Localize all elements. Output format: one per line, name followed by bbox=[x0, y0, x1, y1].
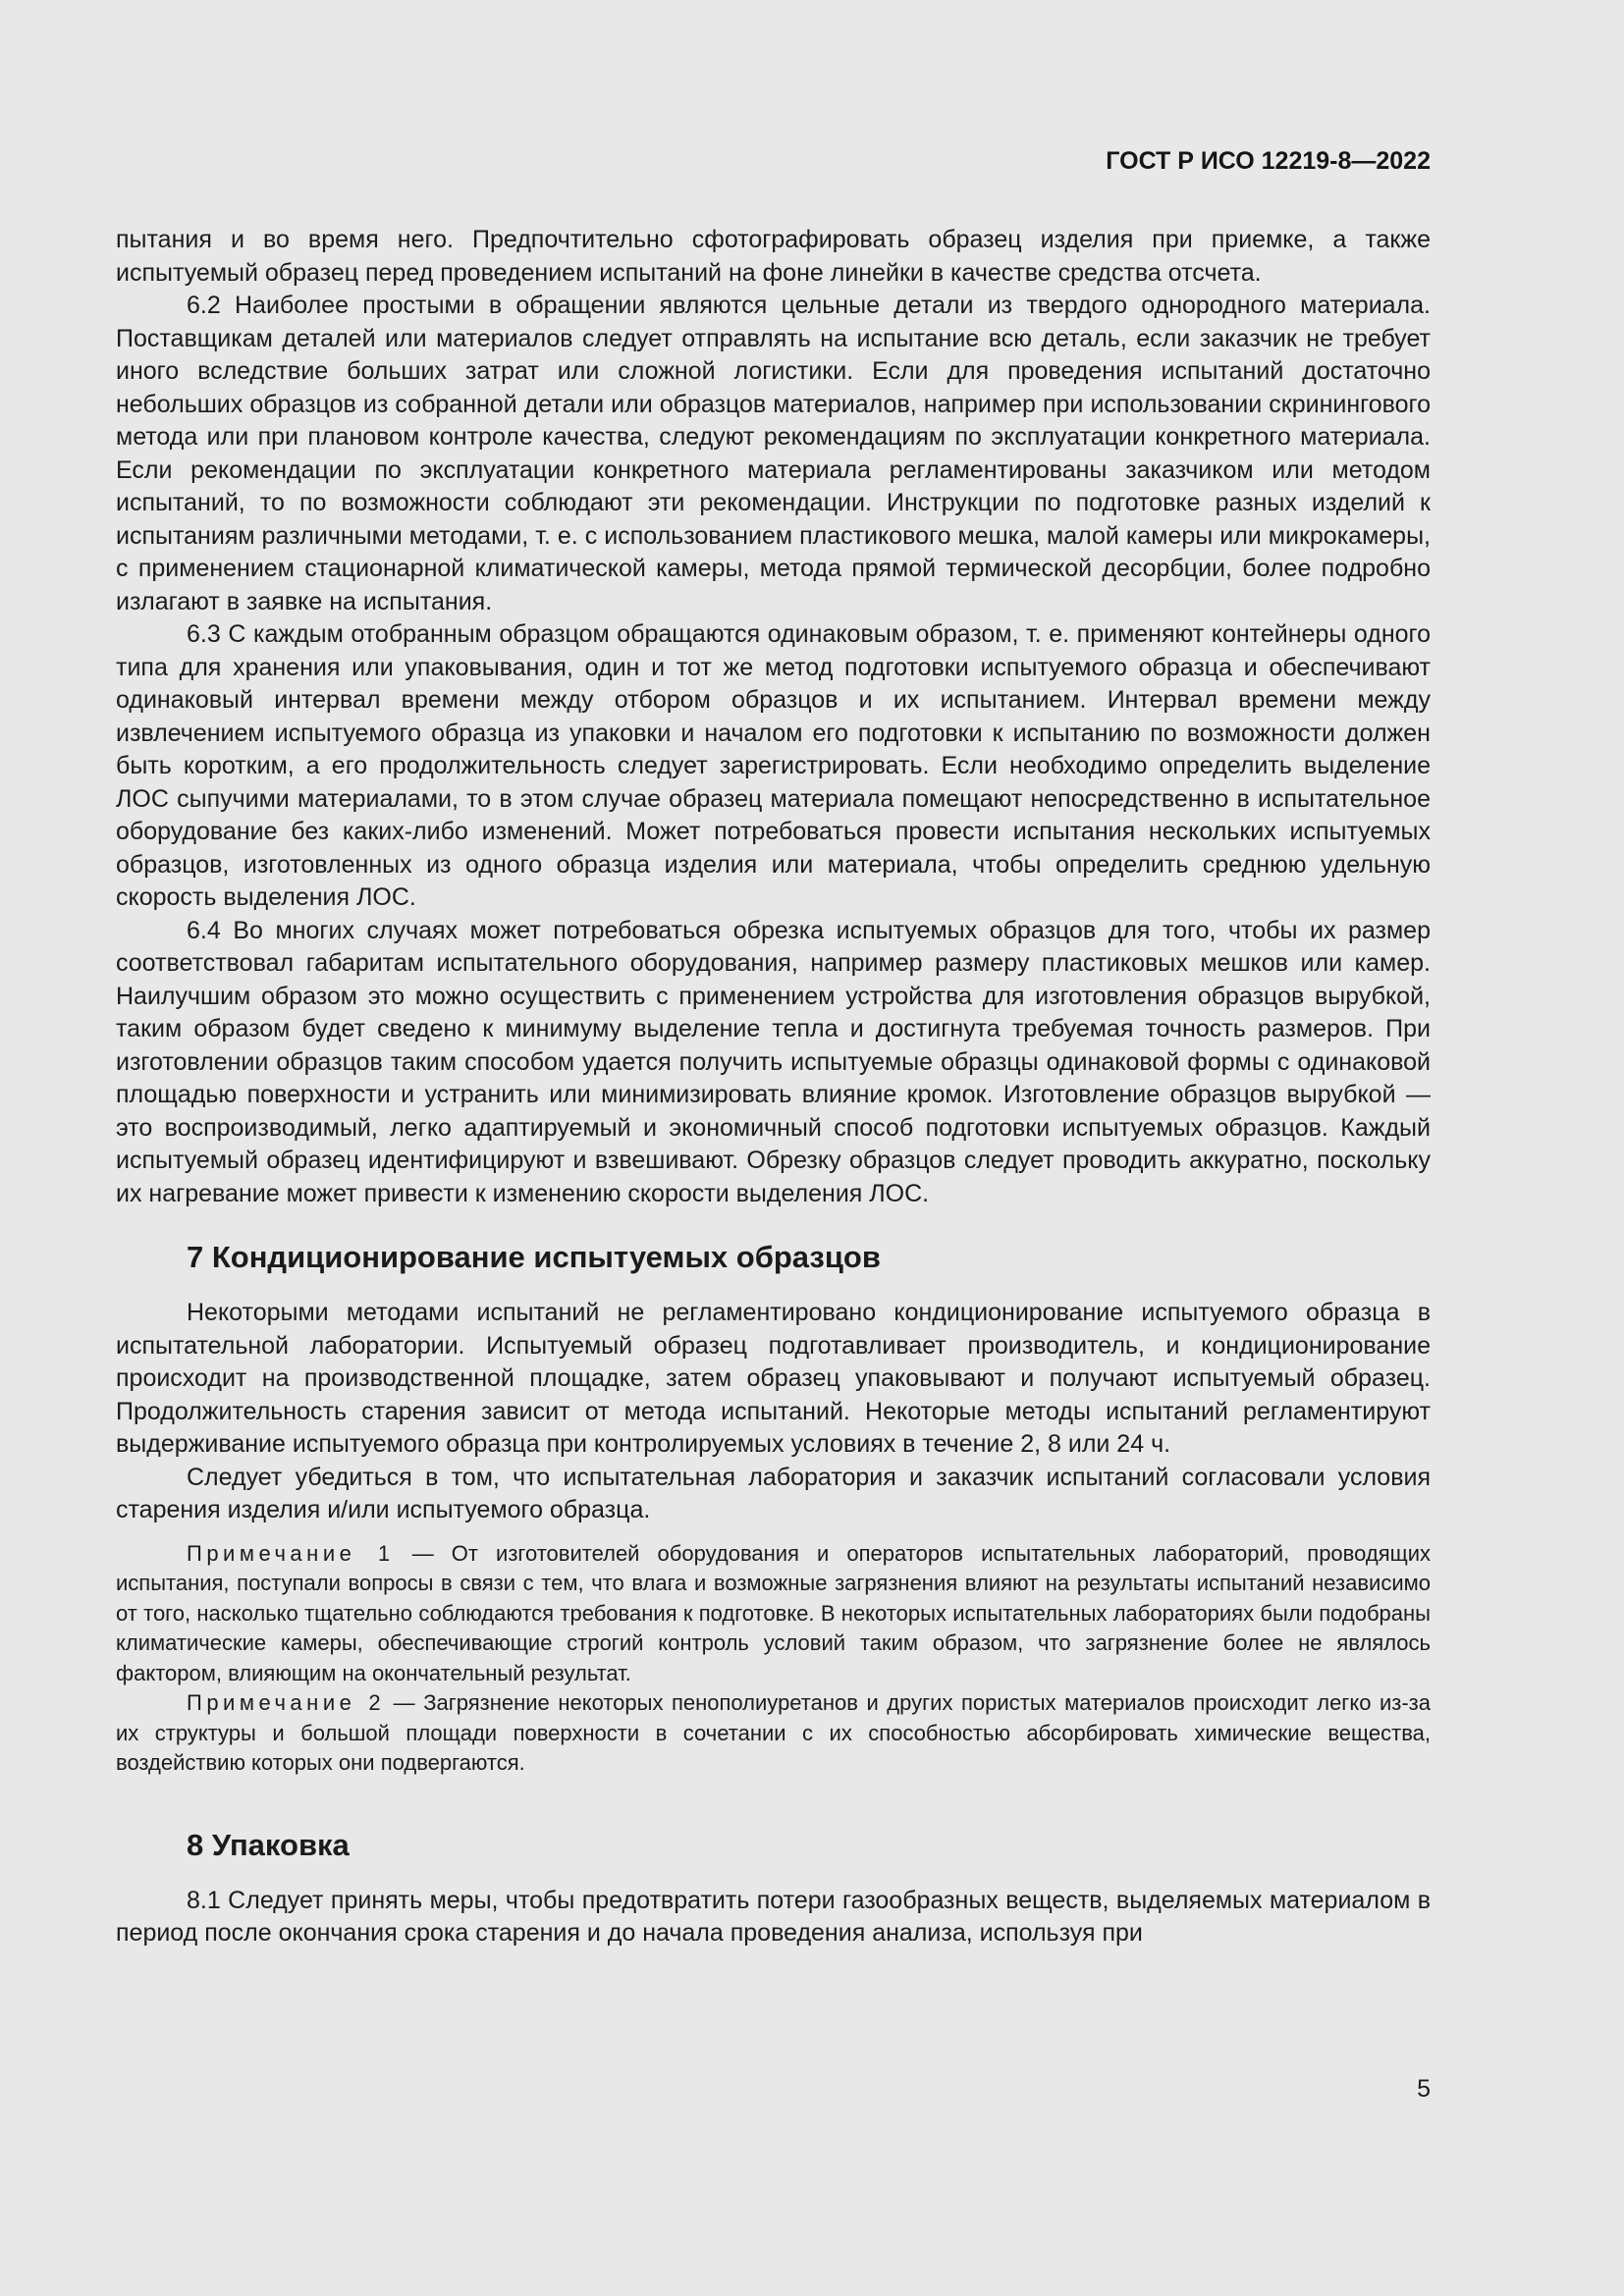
note-2-text: — Загрязнение некоторых пенополиуретанов и других пористых материалов происходит легко из-за их структуры и большой площади поверхности в сочетании с их способностью абсорбировать химические вещества, воздействию которых они подвергаются. bbox=[116, 1690, 1432, 1775]
paragraph-6-4: 6.4 Во многих случаях может потребоваться обрезка испытуемых образцов для того, чтобы их размер соответствовал габаритам испытательного оборудования, например размеру пластиковых мешков или камер. Наилучшим образом это можно осуществить с применением устройства для изготовления образцов вырубкой, таким образом будет сведено к минимуму выделение тепла и достигнута требуемая точность размеров. При изготовлении образцов таким способом удается получить испытуемые образцы одинаковой формы с одинаковой площадью поверхности и устранить или минимизировать влияние кромок. Изготовление образцов вырубкой — это воспроизводимый, легко адаптируемый и экономичный способ подготовки испытуемых образцов. Каждый испытуемый образец идентифицируют и взвешивают. Обрезку образцов следует проводить аккуратно, поскольку их нагревание может привести к изменению скорости выделения ЛОС. bbox=[116, 916, 1431, 1207]
section-8-title: 8 Упаковка bbox=[187, 1827, 350, 1862]
note-1-label: Примечание 1 bbox=[187, 1540, 395, 1566]
paragraph-8-1: 8.1 Следует принять меры, чтобы предотвратить потери газообразных веществ, выделяемых материалом в период после окончания срока старения и до начала проведения анализа, используя при bbox=[116, 1886, 1431, 1947]
paragraph-continuation: пытания и во время него. Предпочтительно сфотографировать образец изделия при приемке, а также испытуемый образец перед проведением испытаний на фоне линейки в качестве средства отсчета. bbox=[116, 226, 1431, 287]
note-1 bbox=[116, 1539, 1431, 1689]
note-2 bbox=[116, 1688, 1431, 1779]
paragraph-7-a: Некоторыми методами испытаний не регламентировано кондиционирование испытуемого образца в испытательной лаборатории. Испытуемый образец подготавливает производитель, и кондиционирование происходит на производственной площадке, затем образец упаковывают и получают испытуемый образец. Продолжительность старения зависит от метода испытаний. Некоторые методы испытаний регламентируют выдерживание испытуемого образца при контролируемых условиях в течение 2, 8 или 24 ч. bbox=[116, 1299, 1431, 1458]
section-7-title: 7 Кондиционирование испытуемых образцов bbox=[187, 1240, 881, 1274]
document-header-id: ГОСТ Р ИСО 12219-8—2022 bbox=[1106, 147, 1431, 175]
paragraph-6-3: 6.3 С каждым отобранным образцом обращаются одинаковым образом, т. е. применяют контейнеры одного типа для хранения или упаковывания, один и тот же метод подготовки испытуемого образца и обеспечивают одинаковый интервал времени между отбором образцов и их испытанием. Интервал времени между извлечением испытуемого образца из упаковки и началом его подготовки к испытанию по возможности должен быть коротким, а его продолжительность следует зарегистрировать. Если необходимо определить выделение ЛОС сыпучими материалами, то в этом случае образец материала помещают непосредственно в испытательное оборудование без каких-либо изменений. Может потребоваться провести испытания нескольких испытуемых образцов, изготовленных из одного образца изделия или материала, чтобы определить среднюю удельную скорость выделения ЛОС. bbox=[116, 620, 1431, 911]
document-body bbox=[116, 224, 1431, 1950]
note-1-text: — От изготовителей оборудования и операторов испытательных лабораторий, проводящих испытания, поступали вопросы в связи с тем, что влага и возможные загрязнения влияют на результаты испытаний независимо от того, насколько тщательно соблюдаются требования к подготовке. В некоторых испытательных лабораториях были подобраны климатические камеры, обеспечивающие строгий контроль условий таким образом, что загрязнение более не являлось фактором, влияющим на окончательный результат. bbox=[116, 1540, 1431, 1685]
paragraph-7-b: Следует убедиться в том, что испытательная лаборатория и заказчик испытаний согласовали условия старения изделия и/или испытуемого образца. bbox=[116, 1463, 1431, 1523]
page-number: 5 bbox=[1417, 2075, 1431, 2103]
paragraph-6-2: 6.2 Наиболее простыми в обращении являются цельные детали из твердого однородного материала. Поставщикам деталей или материалов следует отправлять на испытание всю деталь, если заказчик не требует иного вследствие больших затрат или сложной логистики. Если для проведения испытаний достаточно небольших образцов из собранной детали или образцов материалов, например при использовании скринингового метода или при плановом контроле качества, следуют рекомендациям по эксплуатации конкретного материала. Если рекомендации по эксплуатации конкретного материала регламентированы заказчиком или методом испытаний, то по возможности соблюдают эти рекомендации. Инструкции по подготовке разных изделий к испытаниям различными методами, т. е. с использованием пластикового мешка, малой камеры или микрокамеры, с применением стационарной климатической камеры, метода прямой термической десорбции, более подробно излагают в заявке на испытания. bbox=[116, 292, 1431, 615]
note-2-label: Примечание 2 bbox=[187, 1690, 386, 1715]
